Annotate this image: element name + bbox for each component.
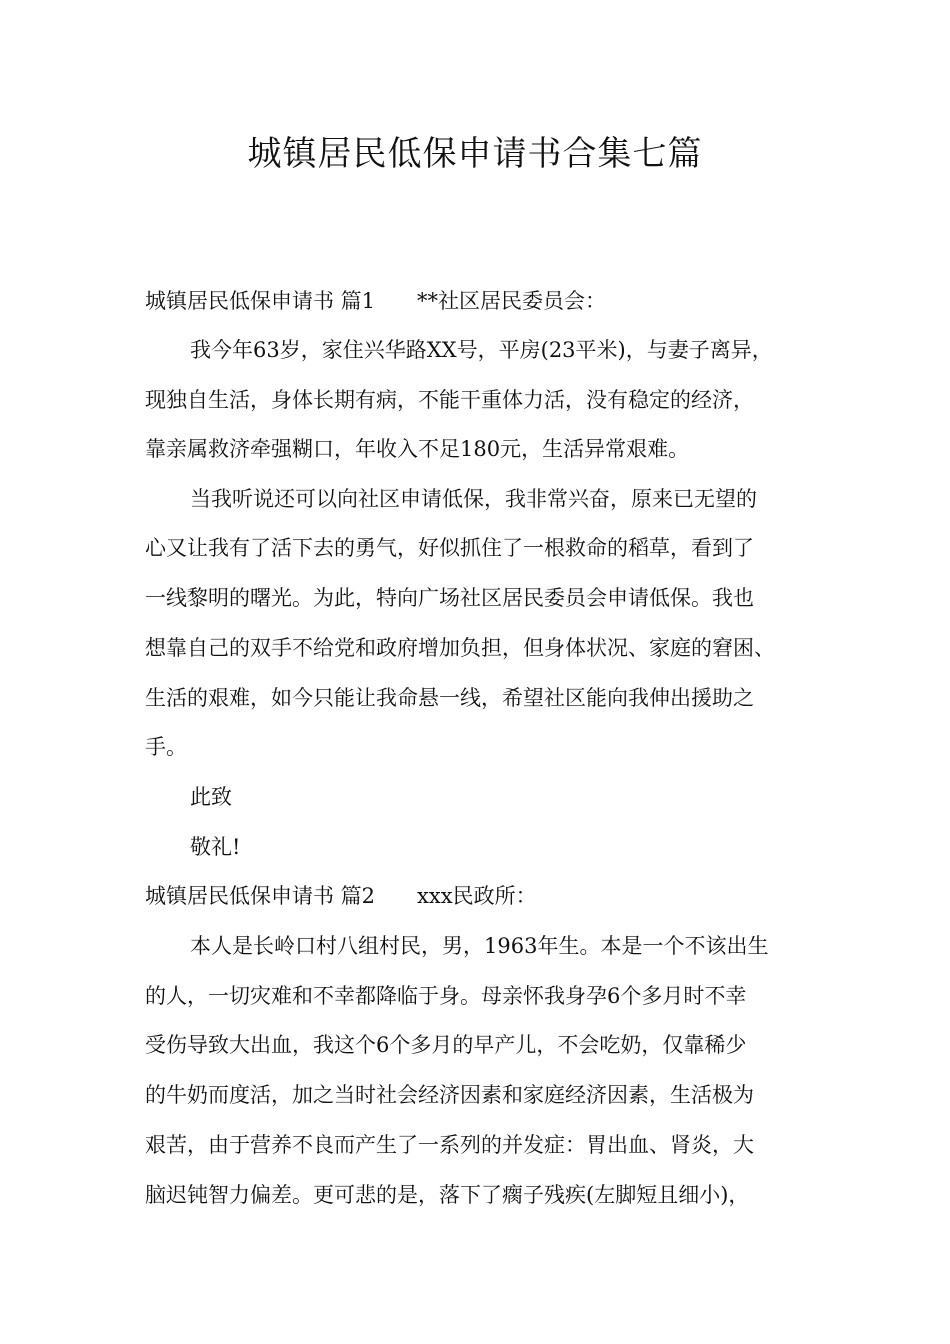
closing-salutation: 此致 [190, 785, 232, 809]
section-2-heading: 城镇居民低保申请书 篇2 [145, 884, 376, 908]
paragraph-line: 艰苦，由于营养不良而产生了一系列的并发症：胃出血、肾炎，大 [145, 1133, 754, 1157]
paragraph-line: 心又让我有了活下去的勇气，好似抓住了一根救命的稻草，看到了 [145, 536, 754, 560]
paragraph-line: 靠亲属救济牵强糊口，年收入不足180元，生活异常艰难。 [145, 437, 690, 461]
paragraph-line: 手。 [145, 735, 187, 759]
paragraph-line: 的人，一切灾难和不幸都降临于身。母亲怀我身孕6个多月时不幸 [145, 984, 747, 1008]
section-1-heading: 城镇居民低保申请书 篇1 [145, 289, 376, 313]
document-title: 城镇居民低保申请书合集七篇 [247, 134, 703, 174]
paragraph-line: 现独自生活，身体长期有病，不能干重体力活，没有稳定的经济， [145, 388, 754, 412]
paragraph-line: 受伤导致大出血，我这个6个多月的早产儿，不会吃奶，仅靠稀少 [145, 1033, 747, 1057]
paragraph-line: 的牛奶而度活，加之当时社会经济因素和家庭经济因素，生活极为 [145, 1083, 754, 1107]
paragraph-line: 一线黎明的曙光。为此，特向广场社区居民委员会申请低保。我也 [145, 586, 754, 610]
closing-regards: 敬礼! [190, 835, 241, 859]
paragraph-line: 生活的艰难，如今只能让我命悬一线，希望社区能向我伸出援助之 [145, 686, 754, 710]
paragraph-line: 脑迟钝智力偏差。更可悲的是，落下了瘸子残疾(左脚短且细小)， [145, 1183, 750, 1207]
section-2-addressee: xxx民政所： [417, 884, 537, 908]
paragraph-line: 我今年63岁，家住兴华路XX号，平房(23平米)，与妻子离异， [190, 338, 773, 362]
section-2-heading-line [145, 881, 835, 911]
section-1-addressee: **社区居民委员会： [417, 289, 607, 313]
paragraph-line: 当我听说还可以向社区申请低保，我非常兴奋，原来已无望的 [190, 487, 757, 511]
paragraph-line: 本人是长岭口村八组村民，男，1963年生。本是一个不该出生 [190, 934, 769, 958]
section-1-heading-line [145, 286, 835, 316]
paragraph-line: 想靠自己的双手不给党和政府增加负担，但身体状况、家庭的窘困、 [145, 636, 775, 660]
